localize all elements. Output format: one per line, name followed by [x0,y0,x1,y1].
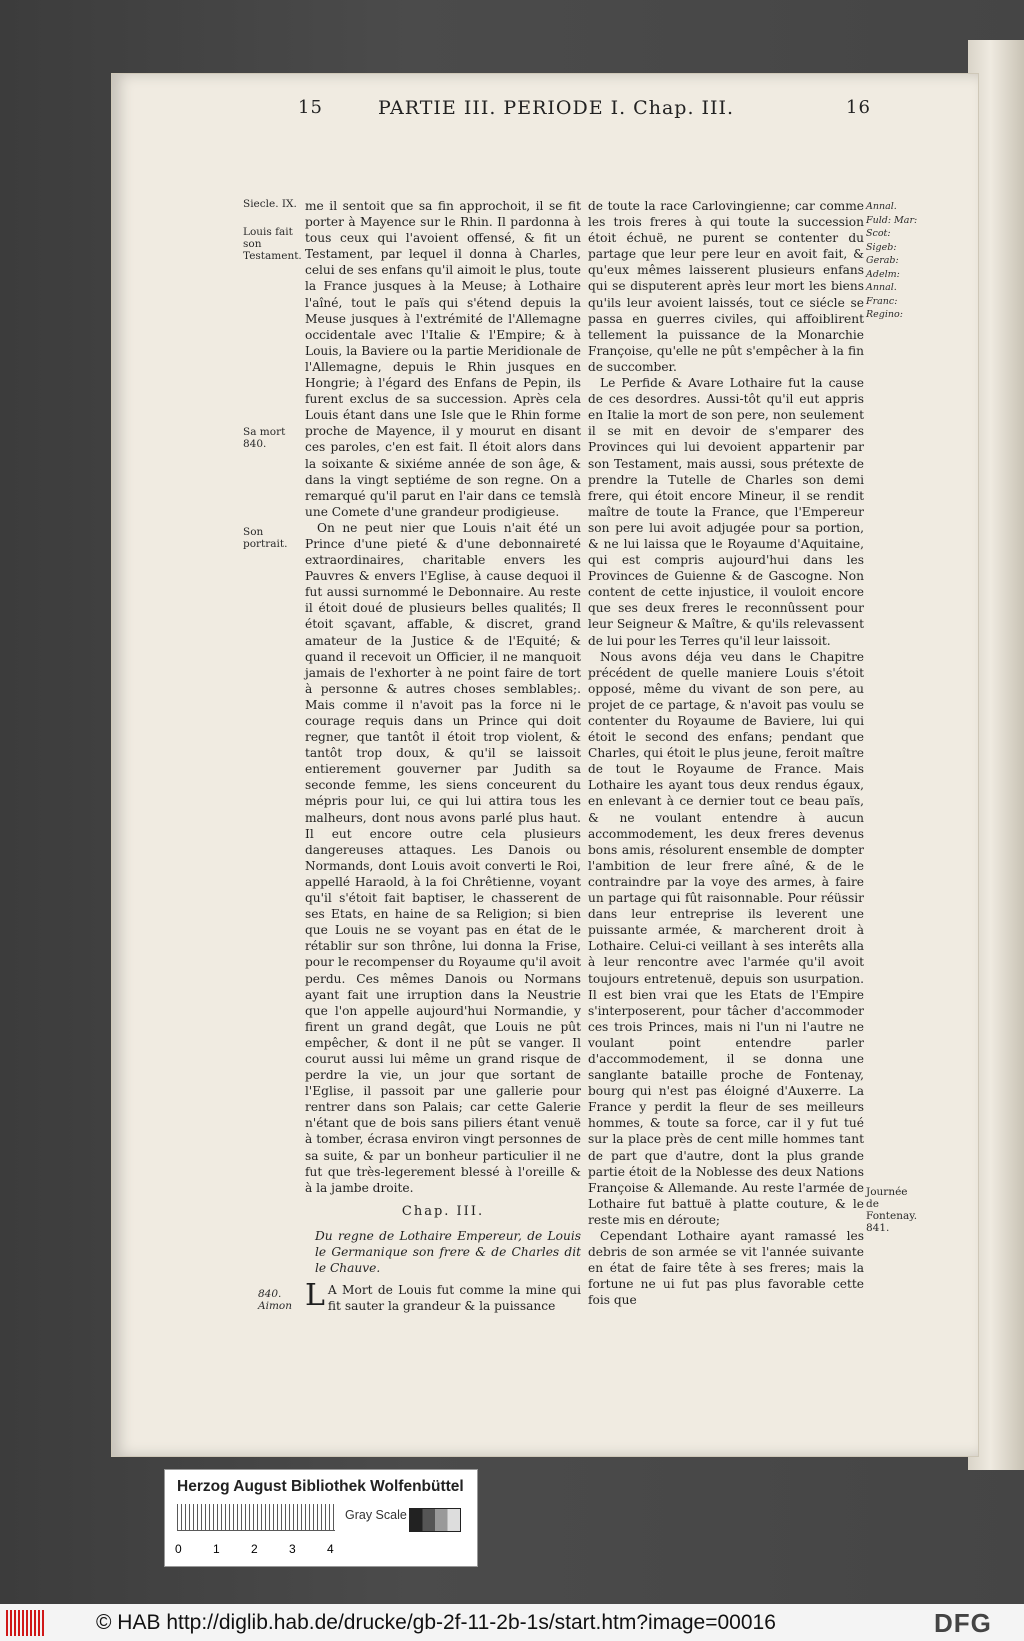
paragraph: A Mort de Louis fut comme la mine qui fit sauter la grandeur & la puissance [327,1283,581,1314]
paragraph: Cependant Lothaire ayant ramassé les debris de son armée se vit l'année suivante en état de faire tête à ses freres; mais la fortune ne ui fut pas plus favorable cette fois que [588,1229,864,1308]
gray-scale-label: Gray Scale [345,1508,407,1522]
gray-scale-bar [409,1508,461,1532]
margin-note-sources: Annal. Fuld: Mar: Scot: Sigeb: Gerab: Adelm: Annal. Franc: Regino: [866,201,918,320]
margin-note-siecle: Siecle. IX. [243,198,297,210]
scale-label: 0 [175,1542,182,1556]
margin-note-testament: Louis fait son Testament. [243,226,302,262]
page-header [190,97,870,131]
drop-cap: L [305,1278,325,1314]
dfg-logo: DFG [934,1608,992,1638]
page-number-right: 16 [846,97,871,118]
barcode-icon [6,1610,44,1636]
library-name: Herzog August Bibliothek Wolfenbüttel [177,1478,464,1495]
running-title: PARTIE III. PERIODE I. Chap. III. [378,97,735,119]
scale-label: 2 [251,1542,258,1556]
margin-note-aimon: 840. Aimon [258,1288,292,1312]
measurement-scale [177,1504,335,1531]
text-column-left [305,198,581,1314]
chapter-summary: Du regne de Lothaire Empereur, de Louis le Germanique son frere & de Charles dit le Chauve. [315,1228,581,1276]
paragraph: Le Perfide & Avare Lothaire fut la cause de ces desordres. Aussi-tôt qu'il eut appris en Italie la mort de son pere, non seulement il se mit en devoir de s'emparer des Provinces qui lui devoient appartenir par son Testament, mais aussi, sous prétexte de prendre la Tutelle de Charles son demi frere, qui étoit encore Mineur, il se rendit maître de toute la France, que l'Empereur son pere lui avoit adjugée pour sa portion, & ne lui laissa que le Royaume d'Aquitaine, qui est compris aujourd'hui dans les Provinces de Guienne & de Gascogne. Non content de cette injustice, il vouloit encore que ses deux freres le reconnûssent pour leur Seigneur & Maître, & qu'ils relevassent de lui pour les Terres qu'il leur laissoit. [588,376,864,648]
scale-label: 1 [213,1542,220,1556]
scale-label: 4 [327,1542,334,1556]
chapter-opening [305,1278,581,1314]
footer-bar [0,1604,1024,1641]
page-number-left: 15 [298,97,323,118]
paragraph: On ne peut nier que Louis n'ait été un Prince d'une pieté & d'une debonnaireté extraordinaires, charitable envers les Pauvres & envers l'Eglise, à cause dequoi il fut aussi surnommé le Debonnaire. Au reste il étoit doué de plusieurs belles qualités; Il étoit sçavant, affable, & discret, grand amateur de la Justice & de l'Equité; & quand il recevoit un Officier, il ne manquoit jamais de l'exhorter à ne point faire de tort à personne & autres choses semblables;. Mais comme il n'avoit pas la force ni le courage requis dans un Prince qui doit regner, que tantôt il étoit trop violent, & tantôt trop doux, & qu'il se laissoit entierement gouverner par Judith sa seconde femme, les siens conceurent du mépris pour lui, ce qui lui attira tous les malheurs, dont nous avons parlé plus haut. Il eut encore outre cela plusieurs dangereuses attaques. Les Danois ou Normands, dont Louis avoit converti le Roi, appellé Haraold, à la foi Chrêtienne, voyant qu'il s'étoit fait baptiser, le chasserent de ses Etats, en haine de sa Religion; si bien que Louis ne se voyant pas en état de le rétablir sur son thrône, lui donna la Frise, pour le recompenser du Royaume qu'il avoit perdu. Ces mêmes Danois ou Normans ayant fait une irruption dans la Neustrie que l'on appelle aujourd'hui Normandie, y firent un grand degât, que Louis ne pût empêcher, & dont il ne pût se vanger. Il courut aussi lui même un grand risque de perdre la vie, un jour que sortant de l'Eglise, il passoit par une gallerie pour rentrer dans son Palais; car cette Galerie n'étant que de bois sans piliers étant venuë à tomber, écrasa environ vingt personnes de sa suite, & par un bonheur particulier il ne fut que très-legerement blessé à l'oreille & à la jambe droite. [305,520,581,1195]
margin-note-death: Sa mort 840. [243,426,286,450]
scale-label: 3 [289,1542,296,1556]
footer-url[interactable]: © HAB http://diglib.hab.de/drucke/gb-2f-11-2b-1s/start.htm?image=00016 [96,1611,776,1634]
library-label [164,1469,478,1567]
margin-note-fontenay: Journée de Fontenay. 841. [866,1186,918,1234]
text-column-right [588,198,864,1308]
paragraph: me il sentoit que sa fin approchoit, il se fit porter à Mayence sur le Rhin. Il pardonna à tous ceux qui l'avoient offensé, & fit un Testament, par lequel il donna à Charles, celui de ses enfans qu'il aimoit le plus, toute la France jusques à la Meuse; à Lothaire l'aîné, tout le païs qui s'étend depuis la Meuse jusques à l'extrémité de l'Allemagne occidentale avec l'Italie & l'Empire; & à Louis, la Baviere ou la partie Meridionale de l'Allemagne, depuis le Rhin jusques en Hongrie; à l'égard des Enfans de Pepin, ils furent exclus de sa succession. Après cela Louis étant dans une Isle que le Rhin forme proche de Mayence, il y mourut en disant ces paroles, c'en est fait. Il étoit alors dans la soixante & sixiéme année de son âge, & dans la vingt septiéme de son regne. On a remarqué qu'il parut en l'air dans ce temslà une Comete d'une grandeur prodigieuse. [305,199,581,519]
paragraph: Nous avons déja veu dans le Chapitre précédent de quelle maniere Louis s'étoit opposé, même du vivant de son pere, au projet de ce partage, & n'avoit pas voulu se contenter du Royaume de Baviere, lui qui étoit le second des enfans; pendant que Charles, qui étoit le plus jeune, feroit maître de tout le Royaume de France. Mais Lothaire les ayant tous deux rendus égaux, en enlevant à ce dernier tout ce beau païs, & ne voulant entendre à aucun accommodement, les deux freres devenus bons amis, résolurent ensemble de dompter l'ambition de leur frere aîné, & de le contraindre par la voye des armes, à faire un partage qui fût raisonnable. Pour réüssir dans leur entreprise ils leverent une puissante armée, & marcherent droit à Lothaire. Celui-ci veillant à ses interêts alla à leur rencontre avec l'armée qu'il avoit toujours entretenuë, depuis son usurpation. Il est bien vrai que les Etats de l'Empire s'interposerent, pour tâcher d'accommoder ces trois Princes, mais ni l'un ni l'autre ne voulant point entendre parler d'accommodement, il se donna une sanglante bataille proche de Fontenay, bourg qui n'est pas éloigné d'Auxerre. La France y perdit la fleur de ses meilleurs hommes, & toute sa force, car il y fut tué sur la place près de cent mille hommes tant de part que d'autre, dont la plus grande partie étoit de la Noblesse des deux Nations Françoise & Allemande. Au reste l'armée de Lothaire fut battuë à platte couture, & le reste mis en déroute; [588,649,864,1227]
paragraph: de toute la race Carlovingienne; car comme les trois freres à qui toute la succession étoit échuë, ne purent se contenter du partage que leur pere leur en avoit fait, & qu'eux mêmes laisserent plusieurs enfans qui se disputerent après leur mort les biens qu'ils leur avoient laissés, tout ce siécle se passa en guerres civiles, qui affoiblirent tellement la puissance de la Monarchie Françoise, qu'elle ne pût s'empêcher à la fin de succomber. [588,199,864,374]
margin-note-portrait: Son portrait. [243,526,288,550]
chapter-heading: Chap. III. [401,1203,485,1219]
